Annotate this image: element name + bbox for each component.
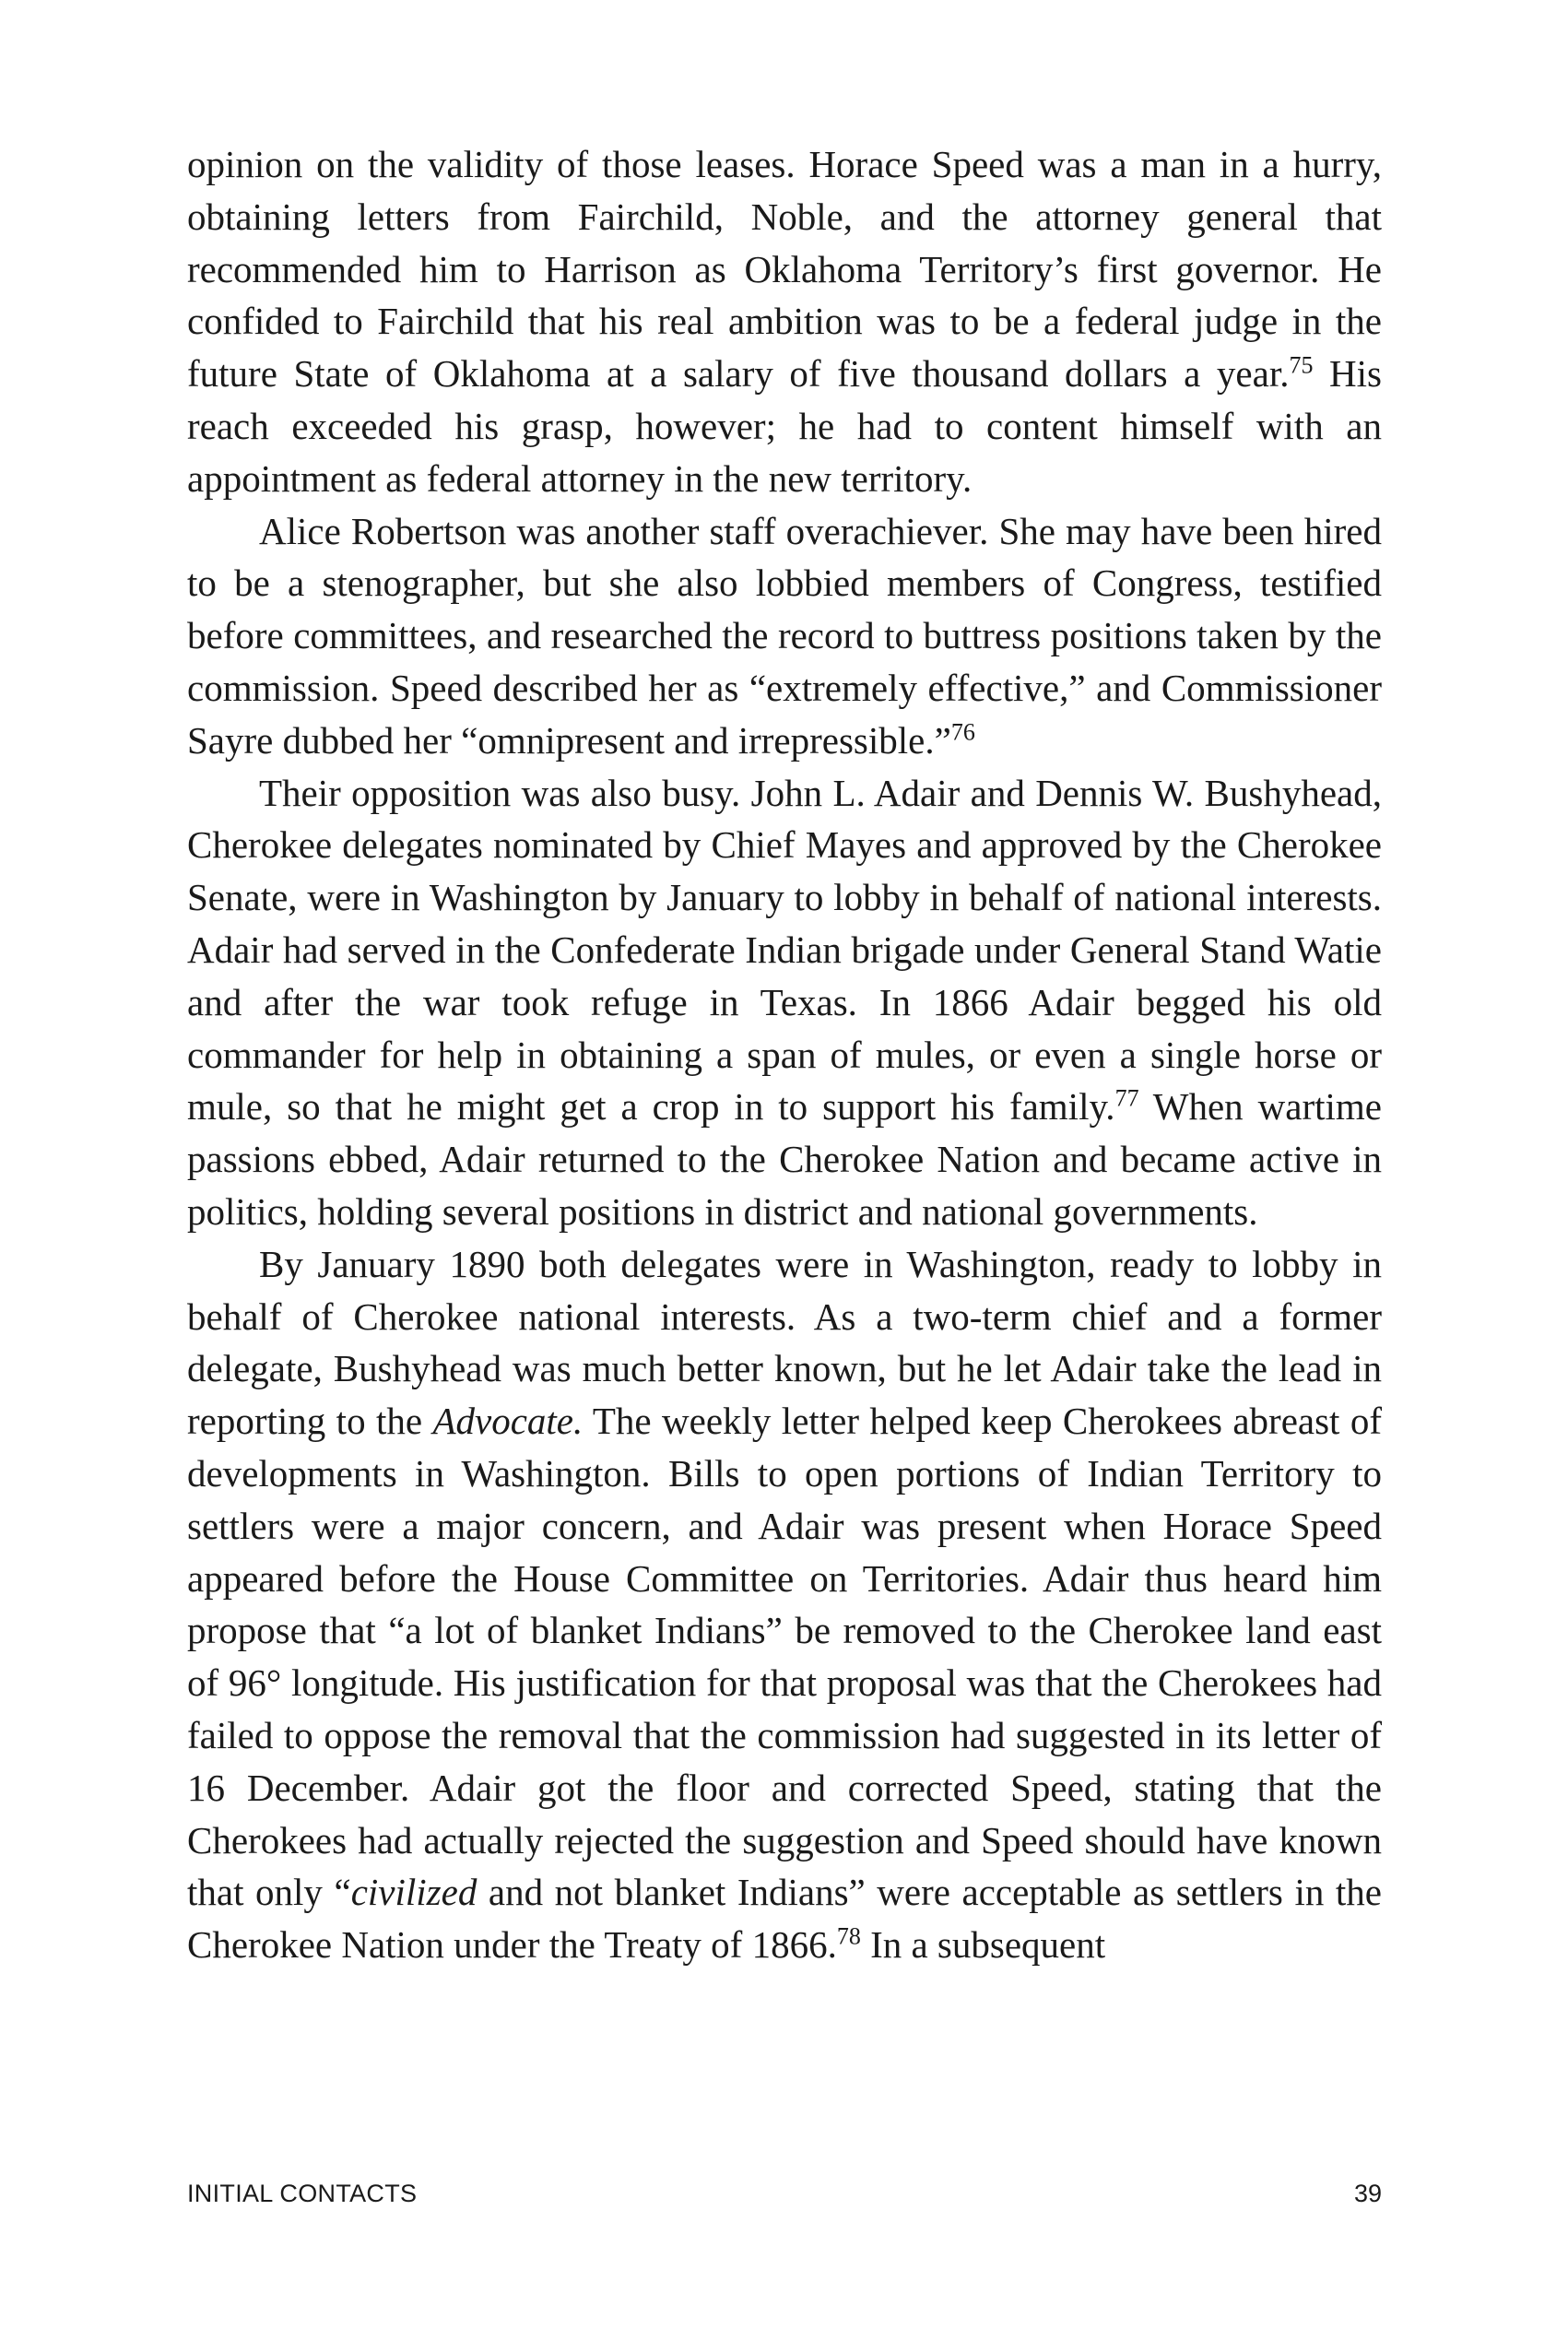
text-run: When wartime passions ebbed, Adair returned to the Cherokee Nation and became active in politics, holding several positions in district and national governments. (187, 1085, 1382, 1233)
footnote-ref: 76 (950, 718, 975, 746)
footnote-ref: 75 (1289, 351, 1314, 379)
text-run: In a subsequent (860, 1923, 1106, 1967)
text-run: and not blanket Indians” were acceptable as settlers in the Cherokee Nation under the Treaty of 1866. (187, 1871, 1382, 1967)
footnote-ref: 78 (836, 1922, 861, 1950)
page-footer (187, 2180, 1382, 2216)
italic-text: Advocate. (432, 1400, 584, 1443)
italic-text: civilized (350, 1871, 477, 1914)
paragraph (187, 505, 1382, 767)
body-text (187, 138, 1382, 1971)
text-run: His reach exceeded his grasp, however; he had to content himself with an appointment as federal attorney in the new territory. (187, 352, 1382, 500)
text-run: By January 1890 both delegates were in Washington, ready to lobby in behalf of Cherokee national interests. As a two-term chief and a former delegate, Bushyhead was much better known, but he let Adair take the lead in reporting to the (187, 1242, 1382, 1443)
text-run: Their opposition was also busy. John L. Adair and Dennis W. Bushyhead, Cherokee delegates nominated by Chief Mayes and approved by the Cherokee Senate, were in Washington by January to lobby in behalf of national interests. Adair had served in the Confederate Indian brigade under General Stand Watie and after the war took refuge in Texas. In 1866 Adair begged his old commander for help in obtaining a span of mules, or even a single horse or mule, so that he might get a crop in to support his family. (187, 771, 1382, 1129)
page-number: 39 (1353, 2180, 1382, 2207)
paragraph (187, 1238, 1382, 1971)
paragraph (187, 138, 1382, 505)
paragraph (187, 767, 1382, 1238)
text-run: opinion on the validity of those leases. Horace Speed was a man in a hurry, obtaining letters from Fairchild, Noble, and the attorney general that recommended him to Harrison as Oklahoma Territory’s first governor. He confided to Fairchild that his real ambition was to be a federal judge in the future State of Oklahoma at a salary of five thousand dollars a year. (187, 143, 1382, 396)
text-run: The weekly letter helped keep Cherokees abreast of developments in Washington. Bills to open portions of Indian Territory to settlers were a major concern, and Adair was present when Horace Speed appeared before the House Committee on Territories. Adair thus heard him propose that “a lot of blanket Indians” be removed to the Cherokee land east of 96° longitude. His justification for that proposal was that the Cherokees had failed to oppose the removal that the commission had suggested in its letter of 16 December. Adair got the floor and corrected Speed, stating that the Cherokees had actually rejected the suggestion and Speed should have known that only “ (187, 1400, 1382, 1914)
footnote-ref: 77 (1114, 1084, 1139, 1112)
text-run: Alice Robertson was another staff overachiever. She may have been hired to be a stenographer, but she also lobbied members of Congress, testified before committees, and researched the record to buttress positions taken by the commission. Speed described her as “extremely effective,” and Commissioner Sayre dubbed her “omnipresent and irrepressible.” (187, 509, 1382, 762)
running-head: INITIAL CONTACTS (187, 2180, 418, 2207)
